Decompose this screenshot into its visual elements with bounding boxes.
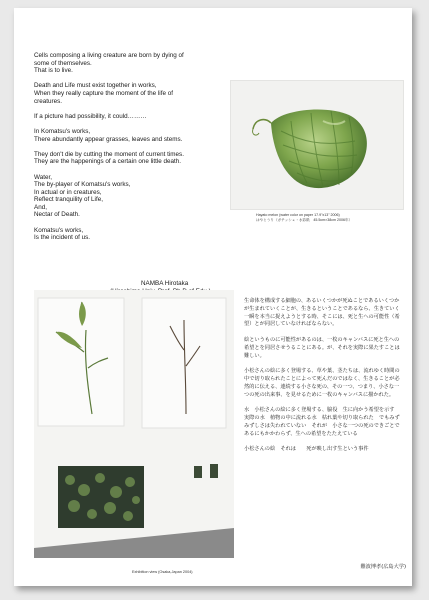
poem-line: Komatsu's works, bbox=[34, 226, 84, 234]
poem-line: In Komatsu's works, bbox=[34, 127, 91, 135]
poem-line: Water, bbox=[34, 173, 52, 181]
english-poem bbox=[34, 52, 244, 249]
jp-paragraph: 生命体を構成する細胞の、あるいくつかが死ぬことであるいくつかが生まれていくことが、生きるということであるなら、生きていく一瞬を本当に捉えようとする時、そこには、死と生への可能性（希望）とが同居していなければならない。 bbox=[244, 298, 400, 328]
poem-stanza bbox=[34, 128, 244, 143]
poem-line: There abundantly appear grasses, leaves and stems. bbox=[34, 135, 183, 143]
poem-stanza bbox=[34, 82, 244, 105]
poem-line: Cells composing a living creature are born by dying of bbox=[34, 52, 184, 59]
poem-stanza bbox=[34, 227, 244, 242]
poem-line: Death and Life must exist together in works, bbox=[34, 82, 157, 90]
melon-illustration bbox=[231, 81, 403, 209]
poem-line: That is to live. bbox=[34, 67, 73, 75]
japanese-signature bbox=[334, 563, 406, 570]
melon-caption-en: Hayato melon (water color on paper 17.9"x13" 2006) bbox=[256, 213, 340, 217]
poem-line: When they really capture the moment of the life of bbox=[34, 89, 173, 97]
poem-stanza bbox=[34, 174, 244, 220]
poem-line: Reflect tranquility of Life, bbox=[34, 196, 103, 204]
poem-line: Is the incident of us. bbox=[34, 234, 91, 242]
jp-paragraph: 水 小松さんの絵に多く登場する、脇役 生に向かう希望を示す 実際の水 植物の中に流れる水 枯れ葉や切り取られた でもみずみずしさは失われていない それが 小さな一つの死のできごとであるにもかかわらず、生への希望をたたえている bbox=[244, 407, 400, 437]
poem-line: If a picture had possibility, it could……… bbox=[34, 112, 147, 120]
melon-caption bbox=[256, 213, 406, 223]
exhibition-view-image bbox=[34, 290, 234, 558]
poem-line: In actual or in creatures, bbox=[34, 188, 102, 196]
exhibition-caption: Exhibition view (Osaka,Japan 2004) bbox=[132, 570, 193, 574]
poem-stanza bbox=[34, 113, 244, 121]
poem-stanza bbox=[34, 151, 244, 166]
jp-paragraph: 絵というものに可能性があるのは、一枚のキャンバスに死と生への希望とを同居させうることにある。が、それを実際に果たすことは難しい。 bbox=[244, 336, 400, 359]
poem-stanza bbox=[34, 52, 244, 75]
jp-paragraph: 小松さんの絵に多く登場する、草や葉、茎たちは、流れゆく時間の中で切り取られたことによって死んだのではなく、生きることが必然的に伝える、連続する小さな死の、その一つ、つまり、小さな一つの死の出来事、を見せるために一枚のキャンバスに描かれた。 bbox=[244, 368, 400, 398]
poem-line: And, bbox=[34, 203, 47, 211]
poem-line: The by-player of Komatsu's works, bbox=[34, 181, 131, 189]
poem-line: Nectar of Death. bbox=[34, 211, 80, 219]
author-name: NAMBA Hirotaka bbox=[141, 280, 189, 287]
poem-line: They don't die by cutting the moment of current times. bbox=[34, 150, 184, 158]
jp-paragraph: 小松さんの絵 それは 死が映し出す生という事件 bbox=[244, 446, 369, 453]
japanese-essay bbox=[244, 298, 402, 462]
poem-line: some of themselves. bbox=[34, 59, 92, 67]
melon-caption-jp: はやとうり（ガチッシュ・水彩紙 45.5cm×38cm 2006年） bbox=[256, 218, 353, 222]
poem-line: They are the happenings of a certain one little death. bbox=[34, 158, 182, 166]
exhibition-illustration bbox=[34, 290, 234, 558]
jp-author: 難波博孝(広島大学) bbox=[360, 564, 406, 570]
poem-line: creatures. bbox=[34, 97, 62, 105]
melon-painting-image bbox=[230, 80, 404, 210]
document-page bbox=[14, 8, 412, 586]
